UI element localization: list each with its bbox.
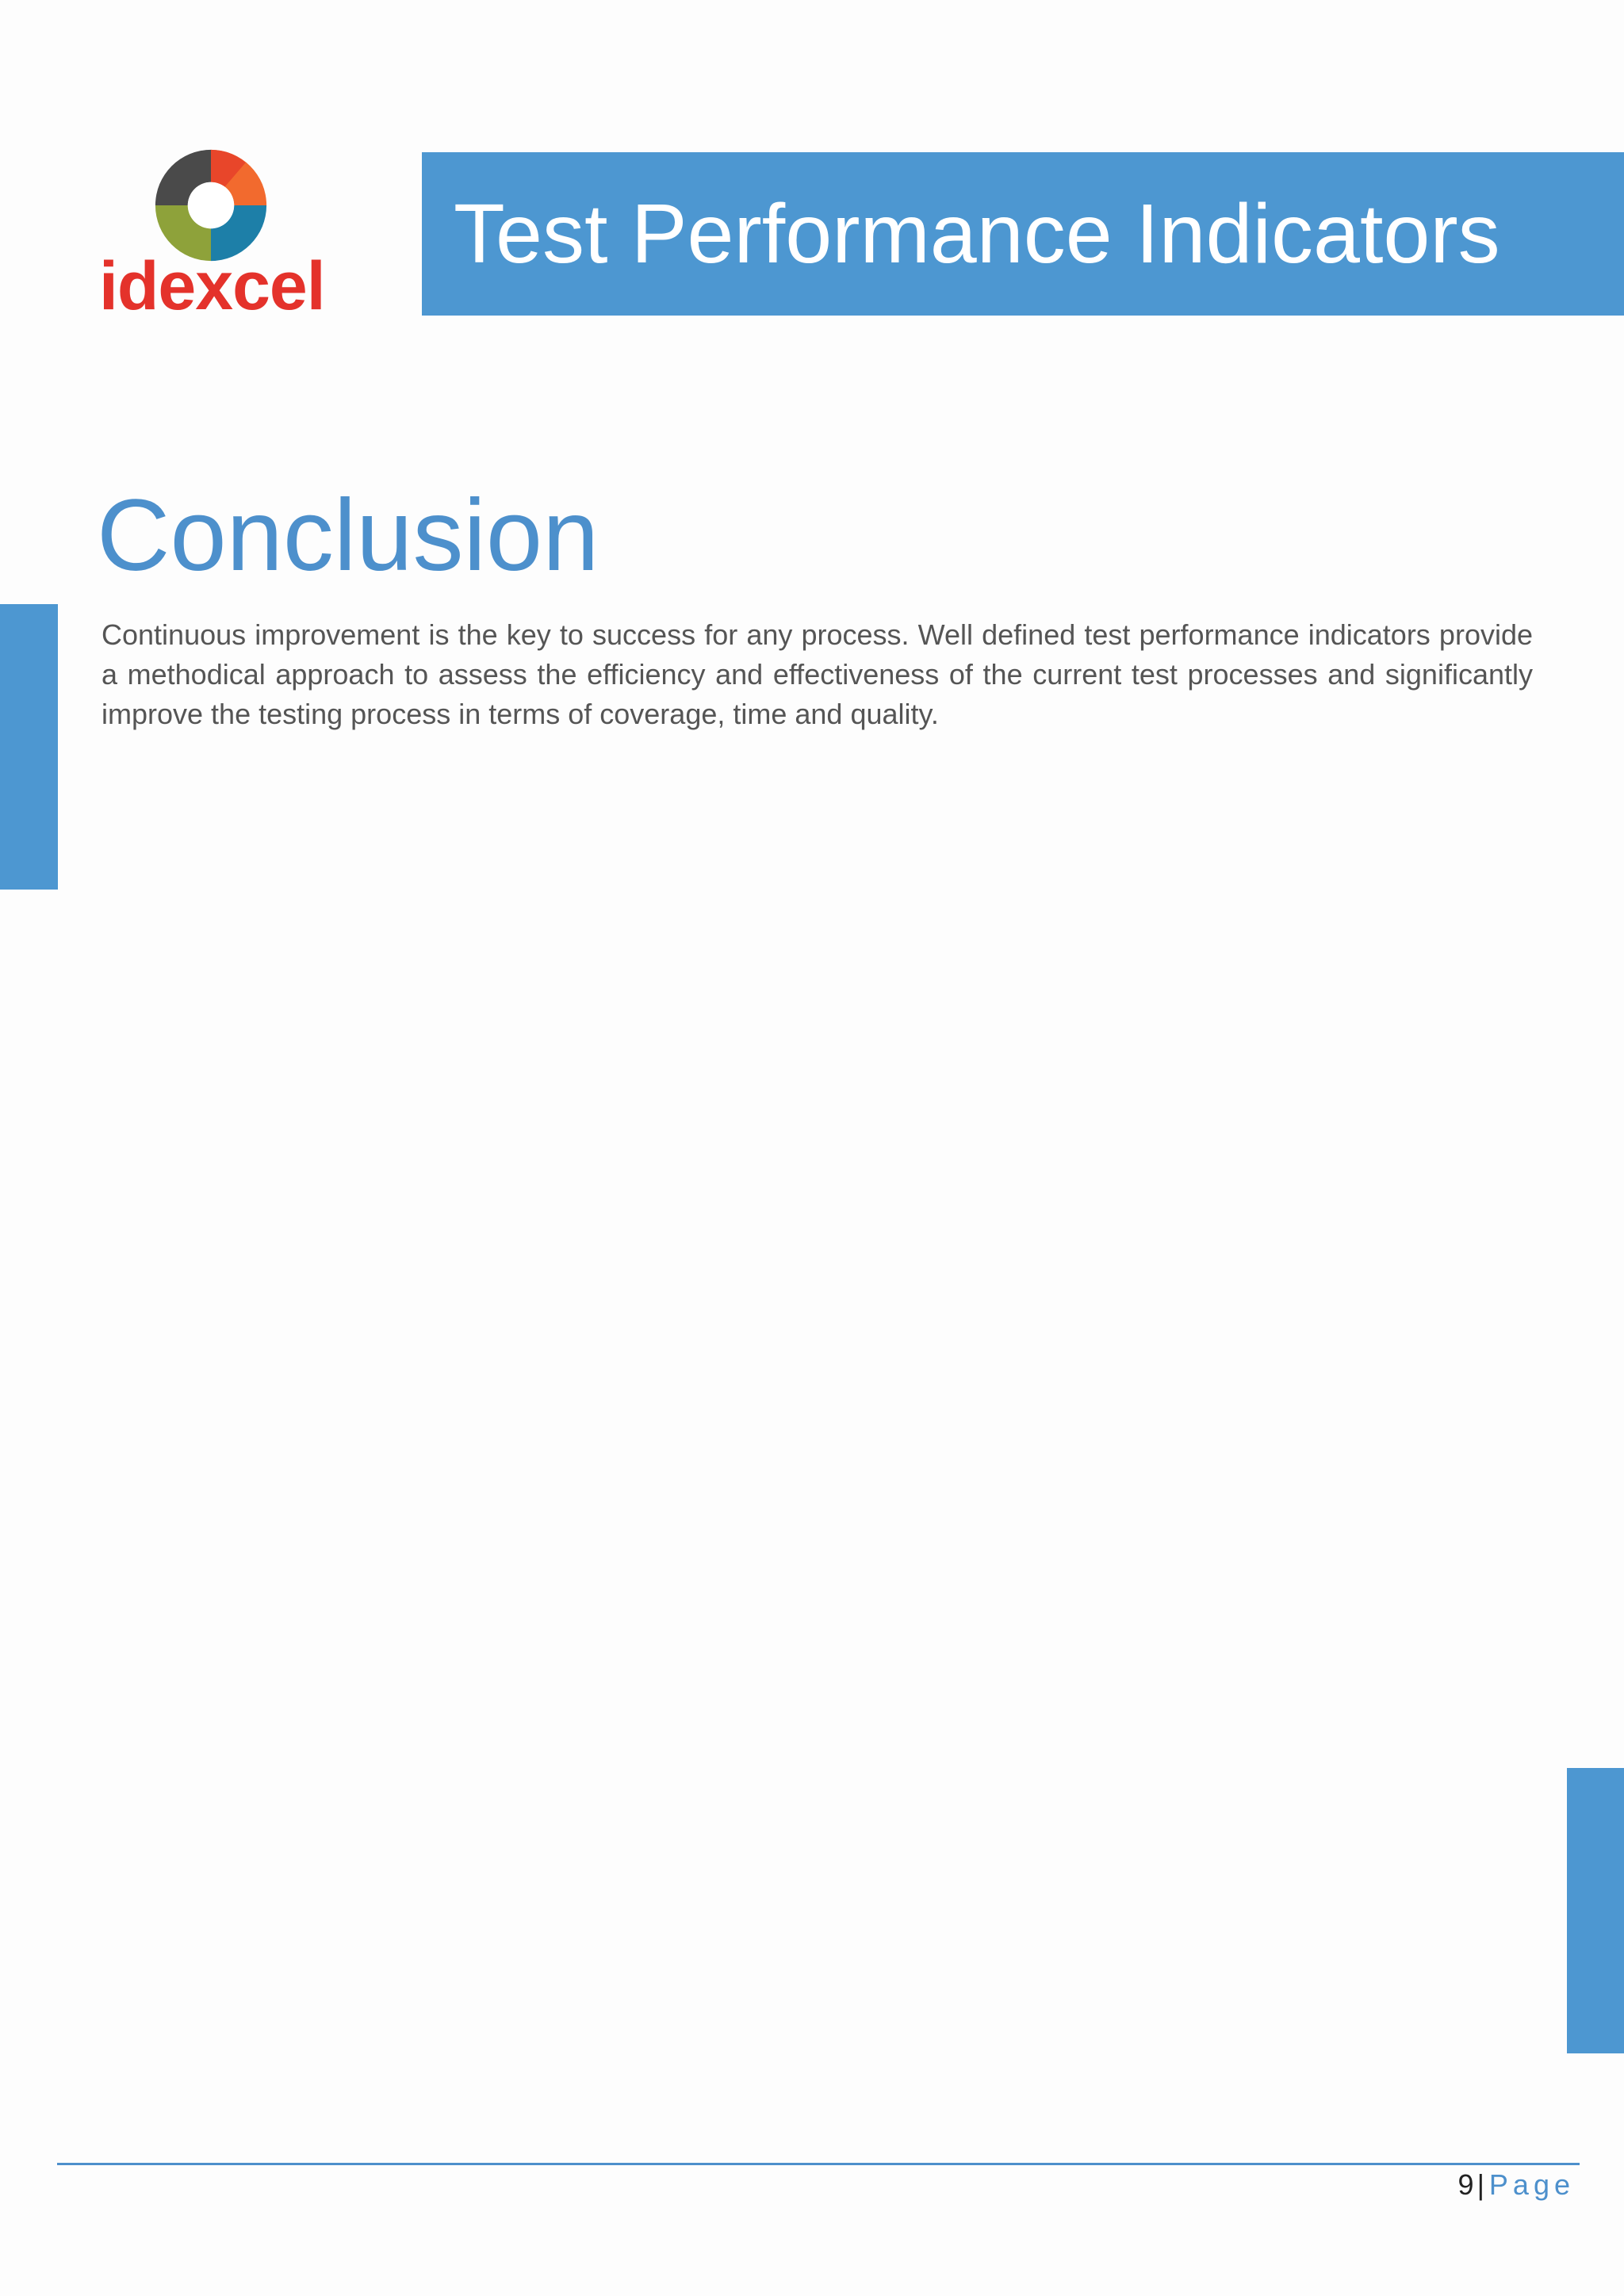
header-banner <box>422 152 1624 316</box>
page-number: 9 <box>1457 2168 1474 2201</box>
logo-wordmark: idexcel <box>99 248 325 324</box>
page-label: Page <box>1488 2168 1575 2201</box>
left-accent-bar <box>0 604 58 890</box>
right-accent-bar <box>1567 1768 1624 2053</box>
section-body-text: Continuous improvement is the key to success for any process. Well defined test performance indicators provide a methodical approach to assess the efficiency and effectiveness of the current test processes and significantly improve the testing process in terms of coverage, time and quality. <box>102 618 1533 730</box>
logo-swirl-icon <box>153 147 269 263</box>
section-heading: Conclusion <box>97 479 599 592</box>
document-title: Test Performance Indicators <box>454 187 1500 281</box>
company-logo <box>99 147 329 322</box>
footer-divider <box>57 2163 1580 2165</box>
page-separator: | <box>1477 2168 1484 2201</box>
page-footer <box>1458 2169 1575 2201</box>
